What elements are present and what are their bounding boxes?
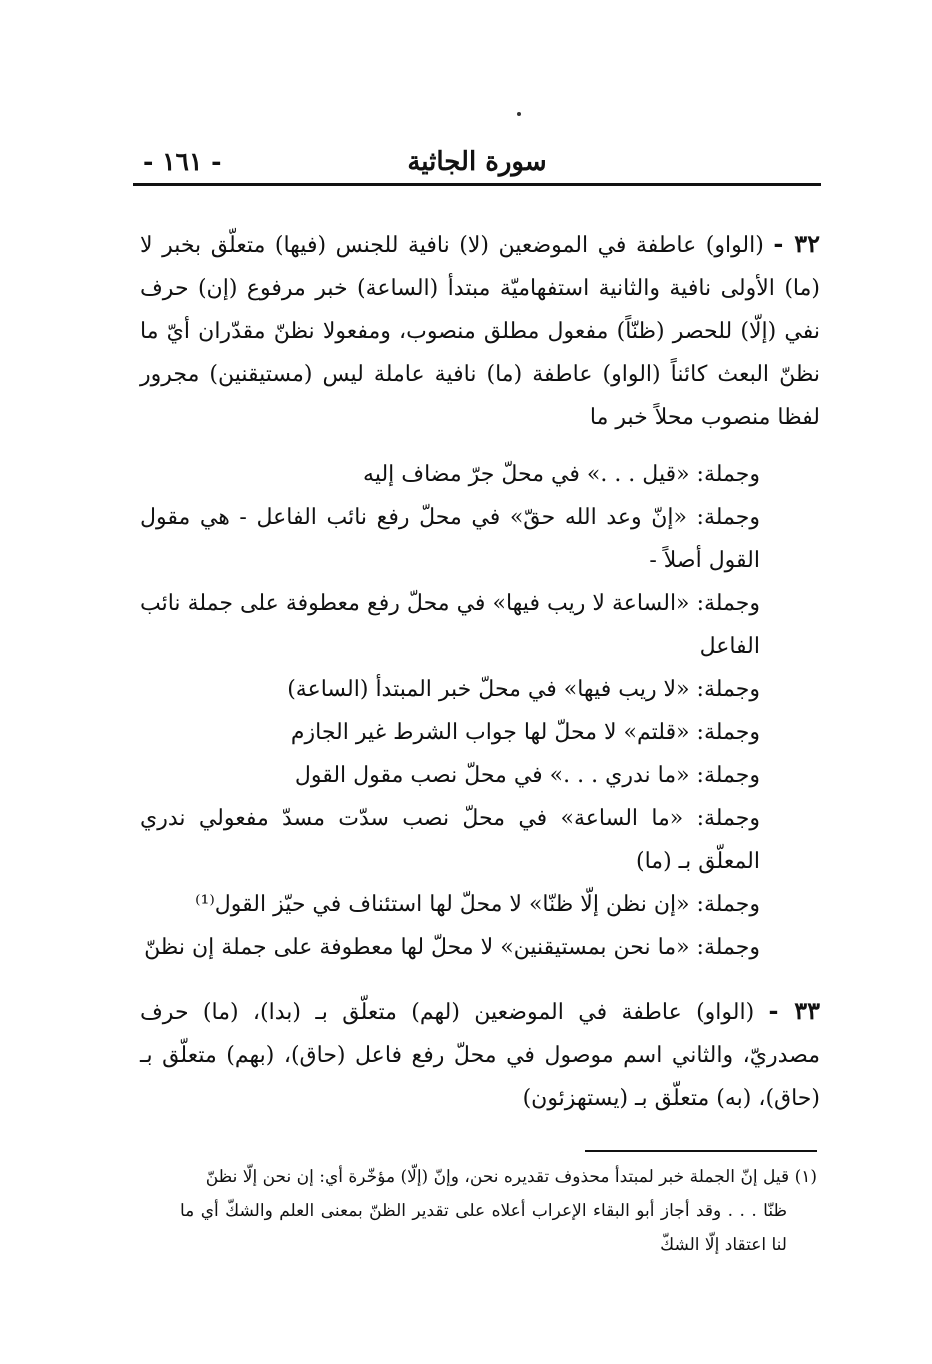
main-text — [140, 222, 820, 1134]
footnote-line: (١) قيل إنّ الجملة خبر لمبتدأ محذوف تقديره نحن، وإنّ (إلّا) مؤخّرة أي: إن نحن إلّا نظنّ — [205, 1167, 817, 1187]
page-header — [133, 143, 821, 186]
verse-33-analysis — [140, 989, 820, 1120]
page-mark — [517, 112, 521, 116]
verse-number: ٣٣ - — [768, 996, 820, 1025]
sentence-analysis: وجملة: «قيل . . .» في محلّ جرّ مضاف إليه — [363, 462, 760, 487]
verse-number: ٣٢ - — [773, 229, 820, 258]
footnote-divider — [585, 1150, 817, 1152]
paragraph-text: (الواو) عاطفة في الموضعين (لا) نافية للجنس (فيها) متعلّق بخبر لا (ما) الأولى نافية والثانية استفهاميّة مبتدأ (الساعة) خبر مرفوع (إن) حرف نفي (إلّا) للحصر (ظنّاً) مفعول مطلق منصوب، ومفعولا نظنّ مقدّران أيّ ما نظنّ البعث كائناً (الواو) عاطفة (ما) نافية عاملة ليس (مستيقنين) مجرور لفظا منصوب محلاً خبر ما — [140, 233, 820, 430]
sentence-analysis: وجملة: «لا ريب فيها» في محلّ خبر المبتدأ (الساعة) — [287, 677, 760, 702]
surah-title: سورة الجاثية — [407, 147, 547, 177]
sentence-analysis: وجملة: «إنّ وعد الله حقّ» في محلّ رفع نائب الفاعل - هي مقول القول أصلاً - — [140, 505, 760, 573]
footnote-line: ظنّا . . . وقد أجاز أبو البقاء الإعراب أعلاه على تقدير الظنّ بمعنى العلم والشكّ أي ما لنا اعتقاد إلّا الشكّ — [180, 1201, 787, 1255]
sentence-analysis: وجملة: «إن نظن إلّا ظنّا» لا محلّ لها استئناف في حيّز القول⁽¹⁾ — [195, 892, 760, 917]
sentence-analysis: وجملة: «ما الساعة» في محلّ نصب سدّت مسدّ مفعولي ندري المعلّق بـ (ما) — [140, 806, 760, 874]
sentence-analysis: وجملة: «قلتم» لا محلّ لها جواب الشرط غير الجازم — [290, 720, 760, 745]
sentence-analysis: وجملة: «ما ندري . . .» في محلّ نصب مقول القول — [294, 763, 760, 788]
paragraph-text: (الواو) عاطفة في الموضعين (لهم) متعلّق بـ (بدا)، (ما) حرف مصدريّ، والثاني اسم موصول في محلّ رفع فاعل (حاق)، (بهم) متعلّق بـ (حاق)، (به) متعلّق بـ (يستهزئون) — [140, 1000, 820, 1111]
footnote — [180, 1160, 817, 1262]
sentence-analysis: وجملة: «الساعة لا ريب فيها» في محلّ رفع معطوفة على جملة نائب الفاعل — [140, 591, 760, 659]
page-number: - ١٦١ - — [143, 147, 222, 176]
verse-32-analysis — [140, 222, 820, 439]
sentence-analysis: وجملة: «ما نحن بمستيقنين» لا محلّ لها معطوفة على جملة إن نظنّ — [144, 935, 760, 960]
